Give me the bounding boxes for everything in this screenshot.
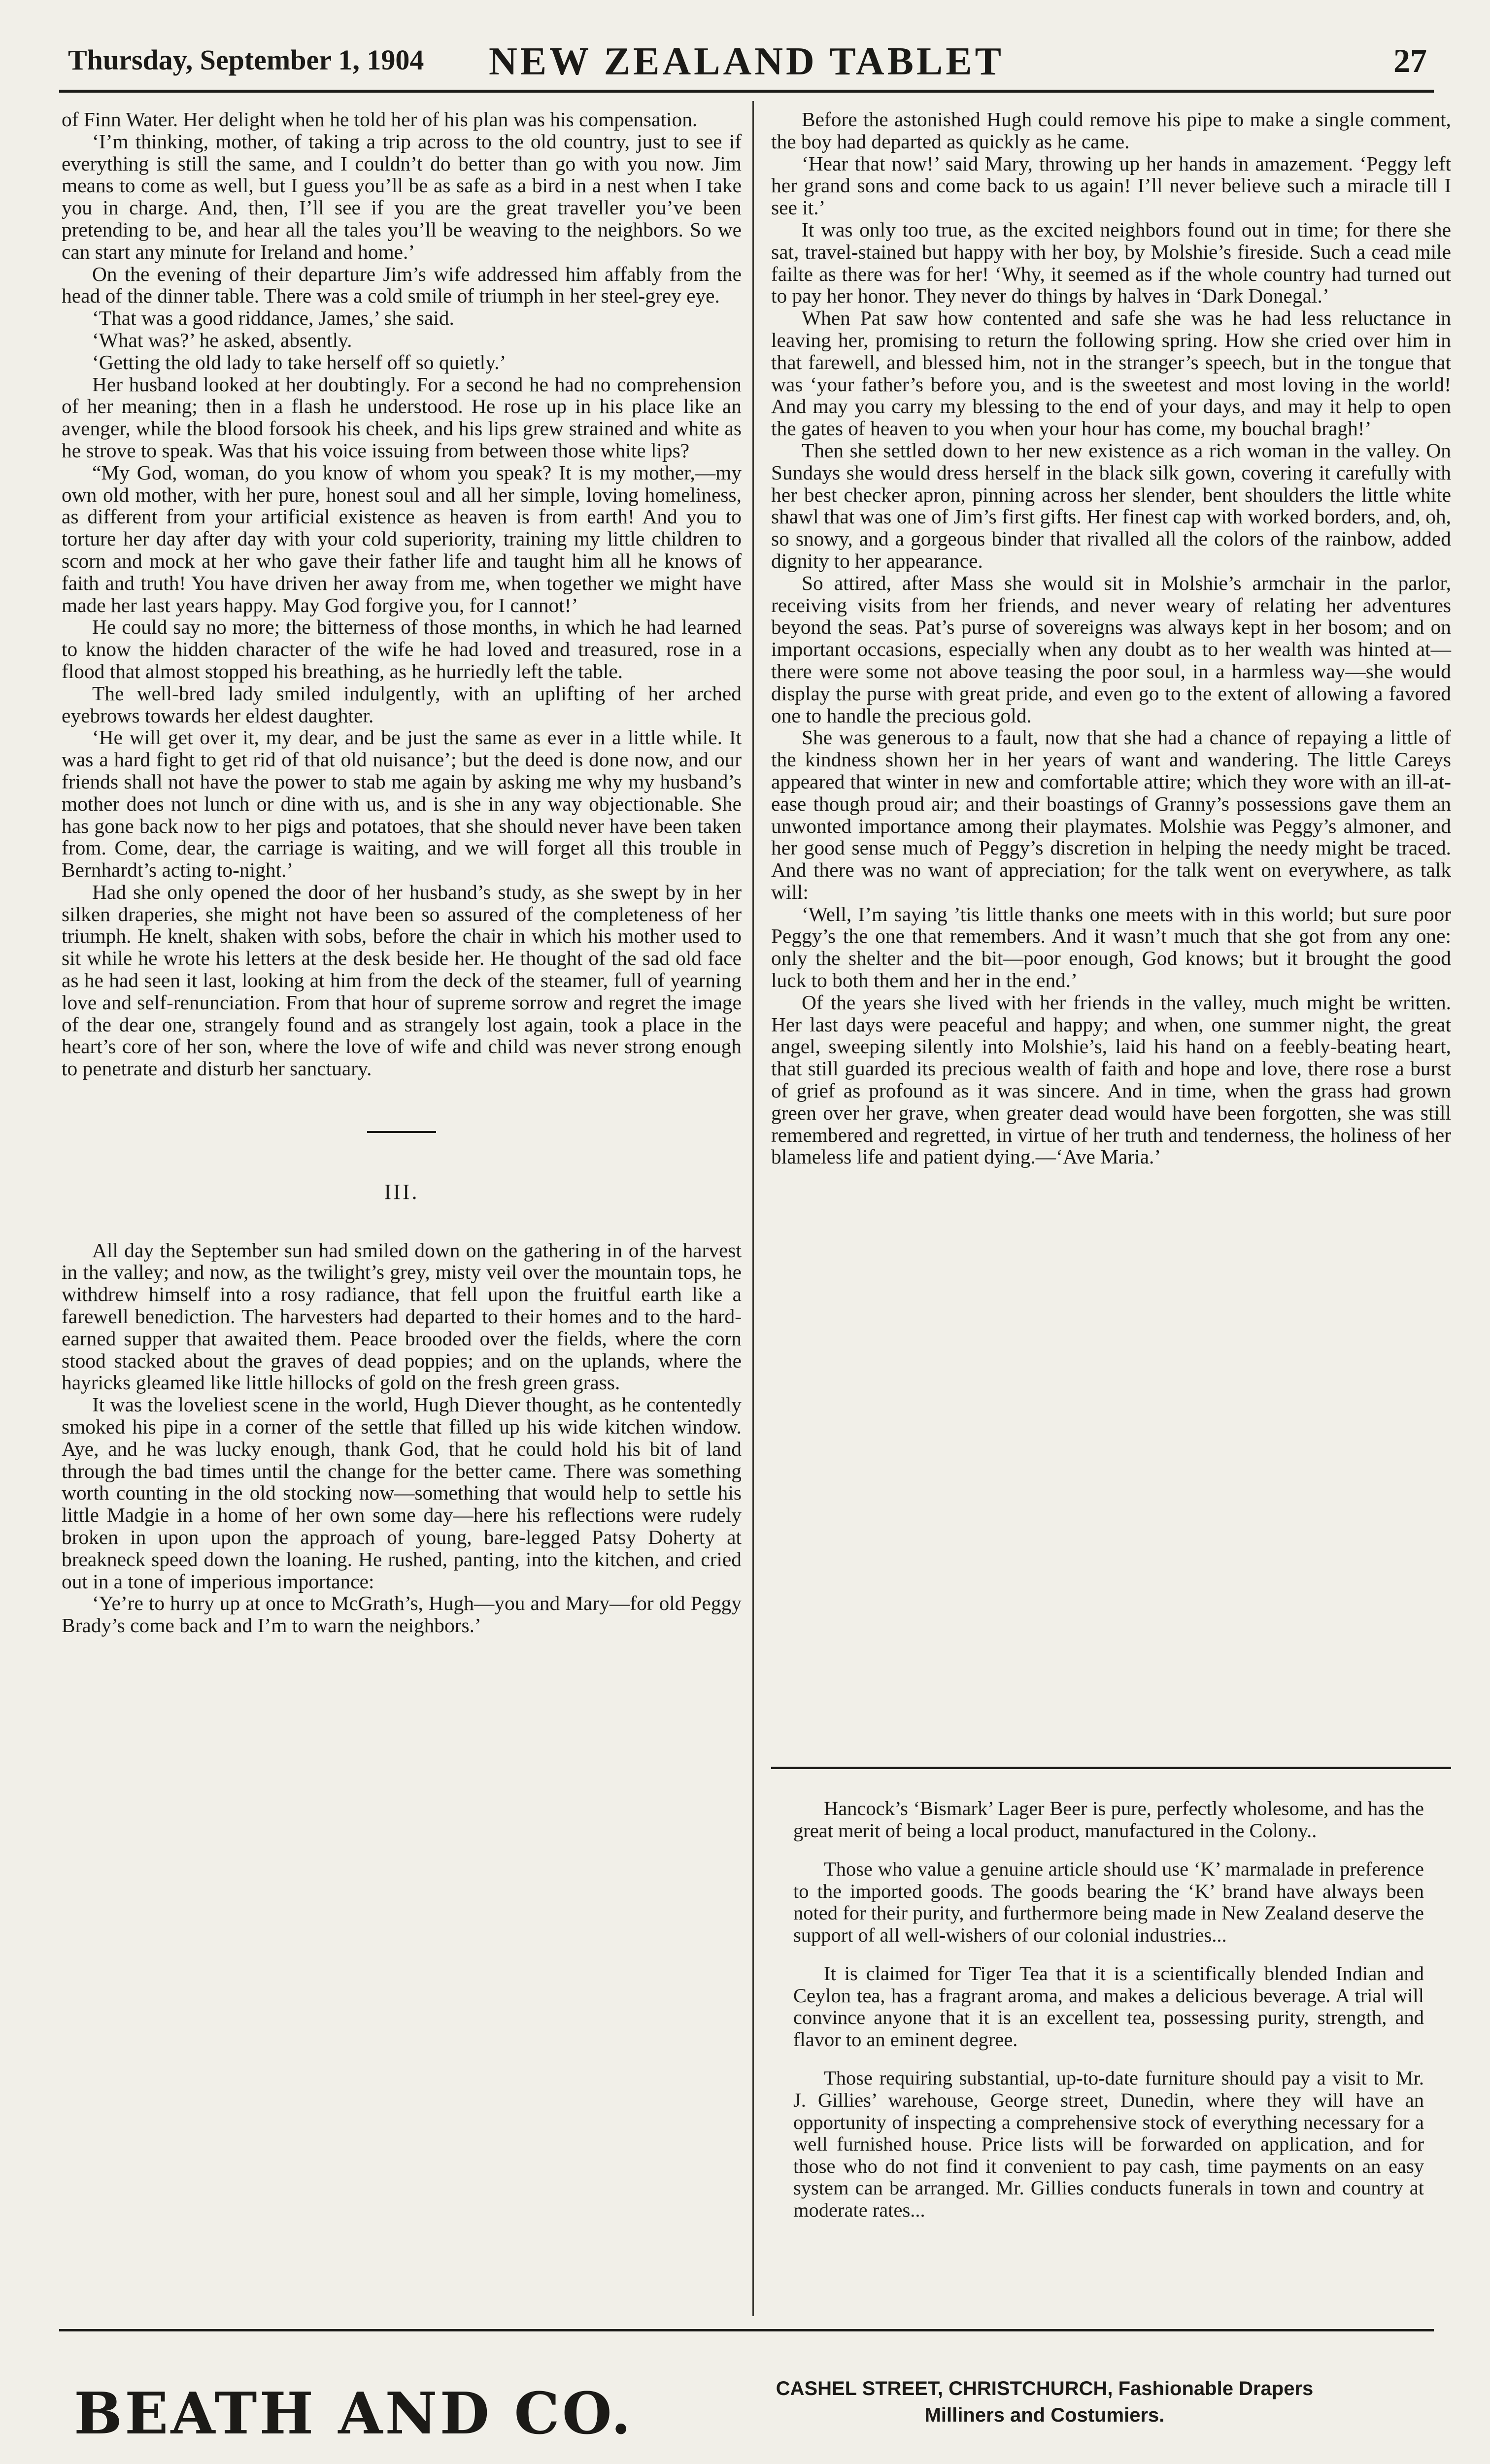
footer-address-line: Milliners and Costumiers.	[924, 2404, 1165, 2426]
right-column	[771, 108, 1451, 1168]
right-paragraph: So attired, after Mass she would sit in Molshie’s armchair in the parlor, receiving visits from her friends, and never weary of relating her adventures beyond the seas. Pat’s purse of sovereigns was always kept in her bosom; and on important occasions, especially when any doubt as to her wealth was hinted at—there were some not above teasing the poor soul, in a harmless way—she would display the purse with great pride, and even go to the extent of allowing a favored one to handle the precious gold.	[771, 571, 1451, 727]
advertisement-marmalade: Those who value a genuine article should use ‘K’ marmalade in preference to the imported goods. The goods bearing the ‘K’ brand have always been noted for their purity, and furthermore being made in New Zealand deserve the support of all well-wishers of our colonial industries...	[793, 1858, 1424, 1946]
column-divider	[752, 101, 754, 2316]
left-paragraph: He could say no more; the bitterness of those months, in which he had learned to know the hidden character of the wife he had loved and treasured, rose in a flood that almost stopped his breathing, as he hurriedly left the table.	[62, 616, 742, 683]
issue-date: Thursday, September 1, 1904	[68, 44, 424, 76]
left-paragraph: ‘Getting the old lady to take herself off so quietly.’	[92, 350, 507, 374]
right-paragraph: When Pat saw how contented and safe she was he had less reluctance in leaving her, promising to return the following spring. How she cried over him in that farewell, and blessed him, not in the stranger’s speech, but in the tongue that was ‘your father’s before you, and is the sweetest and most loving in the world! And may you carry my blessing to the end of your days, and may it help to open the gates of heaven to you when your hour has come, my bouchal bragh!’	[771, 307, 1451, 440]
advertisements-block	[793, 1798, 1424, 2238]
left-paragraph: It was the loveliest scene in the world, Hugh Diever thought, as he contentedly smoked his pipe in a corner of the settle that filled up his wide kitchen window. Aye, and he was lucky enough, thank God, that he could hold his bit of land through the bad times until the change for the better came. There was something worth counting in the old stocking now—something that would help to settle his little Madgie in a home of her own some day—here his reflections were rudely broken in upon upon the approach of young, bare-legged Patsy Doherty at breakneck speed down the loaning. He rushed, panting, into the kitchen, and cried out in a tone of imperious importance:	[62, 1393, 742, 1593]
left-paragraph: The well-bred lady smiled indulgently, with an uplifting of her arched eyebrows towards her eldest daughter.	[62, 682, 742, 727]
page-number: 27	[1393, 42, 1427, 79]
footer-rule	[59, 2329, 1434, 2331]
left-paragraph: Had she only opened the door of her husband’s study, as she swept by in her silken draperies, she might not have been so assured of the completeness of her triumph. He knelt, shaken with sobs, before the chair in which his mother used to sit while he wrote his letters at the desk beside her. He thought of the sad old face as he had seen it last, looking at him from the deck of the steamer, full of yearning love and self-renunciation. From that hour of supreme sorrow and regret the image of the dear one, strangely found and as strangely lost again, took a place in the heart’s core of her son, where the love of wife and child was never strong enough to penetrate and disturb her sanctuary.	[62, 880, 742, 1080]
right-paragraph: It was only too true, as the excited neighbors found out in time; for there she sat, travel-stained but happy with her boy, by Molshie’s fireside. Such a cead mile failte as there was for her! ‘Why, it seemed as if the whole country had turned out to pay her honor. They never do things by halves in ‘Dark Donegal.’	[771, 218, 1451, 308]
advertisement-tea: It is claimed for Tiger Tea that it is a scientifically blended Indian and Ceylon tea, has a fragrant aroma, and makes a delicious beverage. A trial will convince anyone that it is an excellent tea, possessing purity, strength, and flavor to an eminent degree.	[793, 1962, 1424, 2051]
section-heading: III.	[384, 1180, 419, 1204]
footer-address-line: CASHEL STREET, CHRISTCHURCH, Fashionable Drapers	[776, 2378, 1314, 2399]
section-rule	[367, 1131, 436, 1133]
left-paragraph: ‘He will get over it, my dear, and be just the same as ever in a little while. It was a hard fight to get rid of that old nuisance’; but the deed is done now, and our friends shall not have the power to stab me again by asking me why my husband’s mother does not lunch or dine with us, and is she in any way objectionable. She has gone back now to her pigs and potatoes, that she should never have been taken from. Come, dear, the carriage is waiting, and we will forget all this trouble in Bernhardt’s acting to-night.’	[62, 726, 742, 882]
left-paragraph: ‘What was?’ he asked, absently.	[92, 328, 352, 351]
advertisement-furniture: Those requiring substantial, up-to-date furniture should pay a visit to Mr. J. Gillies’ warehouse, George street, Dunedin, where they will have an opportunity of inspecting a comprehensive stock of everything necessary for a well furnished house. Price lists will be forwarded on application, and for those who do not find it convenient to pay cash, time payments on an easy system can be arranged. Mr. Gillies conducts funerals in town and country at moderate rates...	[793, 2067, 1424, 2221]
left-paragraph: All day the September sun had smiled down on the gathering in of the harvest in the valley; and now, as the twilight’s grey, misty veil over the mountain tops, he withdrew himself into a rosy radiance, that fell upon the fruitful earth like a farewell benediction. The harvesters had departed to their homes and to the hard-earned supper that awaited them. Peace brooded over the fields, where the corn stood stacked about the graves of dead poppies; and on the uplands, where the hayricks gleamed like little hillocks of gold on the fresh green grass.	[62, 1238, 742, 1394]
left-paragraph: Her husband looked at her doubtingly. For a second he had no comprehension of her meaning; then in a flash he understood. He rose up in his place like an avenger, while the blood forsook his cheek, and his lips grew strained and white as he strove to speak. Was that his voice issuing from between those white lips?	[62, 373, 742, 462]
newspaper-title: NEW ZEALAND TABLET	[488, 40, 1005, 83]
right-paragraph: Then she settled down to her new existence as a rich woman in the valley. On Sundays she would dress herself in the black silk gown, covering it carefully with her best checker apron, pinning across her slender, bent shoulders the little white shawl that was one of Jim’s first gifts. Her finest cap with worked borders, and, oh, so snowy, and a gorgeous binder that rivalled all the colors of the rainbow, added dignity to her appearance.	[771, 439, 1451, 572]
left-paragraph: ‘Ye’re to hurry up at once to McGrath’s, Hugh—you and Mary—for old Peggy Brady’s come back and I’m to warn the neighbors.’	[62, 1592, 742, 1637]
right-paragraph: Before the astonished Hugh could remove his pipe to make a single comment, the boy had departed as quickly as he came.	[771, 108, 1451, 153]
advertisement-beer: Hancock’s ‘Bismark’ Lager Beer is pure, perfectly wholesome, and has the great merit of being a local product, manufactured in the Colony..	[793, 1797, 1424, 1842]
right-paragraph: Of the years she lived with her friends in the valley, much might be written. Her last days were peaceful and happy; and when, one summer night, the great angel, sweeping silently into Molshie’s, laid his hand on a feebly-beating heart, that still guarded its precious wealth of faith and hope and love, there rose a burst of grief as profound as it was sincere. And in time, when the grass had grown green over her grave, when greater dead would have been forgotten, she was still remembered and regretted, in virtue of her truth and tenderness, the holiness of her blameless life and patient dying.—‘Ave Maria.’	[771, 991, 1451, 1168]
left-paragraph: ‘That was a good riddance, James,’ she said.	[92, 307, 454, 330]
left-paragraph: ‘I’m thinking, mother, of taking a trip across to the old country, just to see if everything is still the same, and I couldn’t do better than go with you now. Jim means to come as well, but I guess you’ll be as safe as a bird in a nest when I take you in charge. And, then, I’ll see if you are the great traveller you’ve been pretending to be, and hear all the tales you’ll be weaving to the neighbors. So we can start any minute for Ireland and home.’	[62, 130, 742, 263]
left-paragraph: of Finn Water. Her delight when he told her of his plan was his compensation.	[62, 108, 698, 131]
left-column	[62, 108, 742, 1637]
right-paragraph: She was generous to a fault, now that she had a chance of repaying a little of the kindness shown her in her years of want and wandering. The little Careys appeared that winter in new and comfortable attire; which they wore with an ill-at-ease though proud air; and their boastings of Granny’s possessions gave them an unwonted importance among their playmates. Molshie was Peggy’s almoner, and her good sense much of Peggy’s discretion in helping the needy might be traced. And there was no want of appreciation; for the talk went on everywhere, as talk will:	[771, 726, 1451, 903]
footer-address	[655, 2375, 1434, 2429]
masthead	[59, 35, 1434, 93]
right-paragraph: ‘Well, I’m saying ’tis little thanks one meets with in this world; but sure poor Peggy’s the one that remembers. And it wasn’t much that she got from any one: only the shelter and the bit—poor enough, God knows; but it brought the good luck to both them and her in the end.’	[771, 902, 1451, 992]
advertisement-rule	[771, 1767, 1451, 1769]
right-paragraph: ‘Hear that now!’ said Mary, throwing up her hands in amazement. ‘Peggy left her grand sons and come back to us again! I’ll never believe such a miracle till I see it.’	[771, 152, 1451, 219]
footer-brand: BEATH AND CO.	[74, 2380, 634, 2447]
left-paragraph: “My God, woman, do you know of whom you speak? It is my mother,—my own old mother, with her pure, honest soul and all her simple, loving homeliness, as different from your artificial existence as heaven is from earth! And you to torture her day after day with your cold superiority, training my little children to scorn and mock at her who gave their father life and taught him all he knows of faith and truth! You have driven her away from me, when together we might have made her last years happy. May God forgive you, for I cannot!’	[62, 461, 742, 616]
left-paragraph: On the evening of their departure Jim’s wife addressed him affably from the head of the dinner table. There was a cold smile of triumph in her steel-grey eye.	[62, 262, 742, 308]
